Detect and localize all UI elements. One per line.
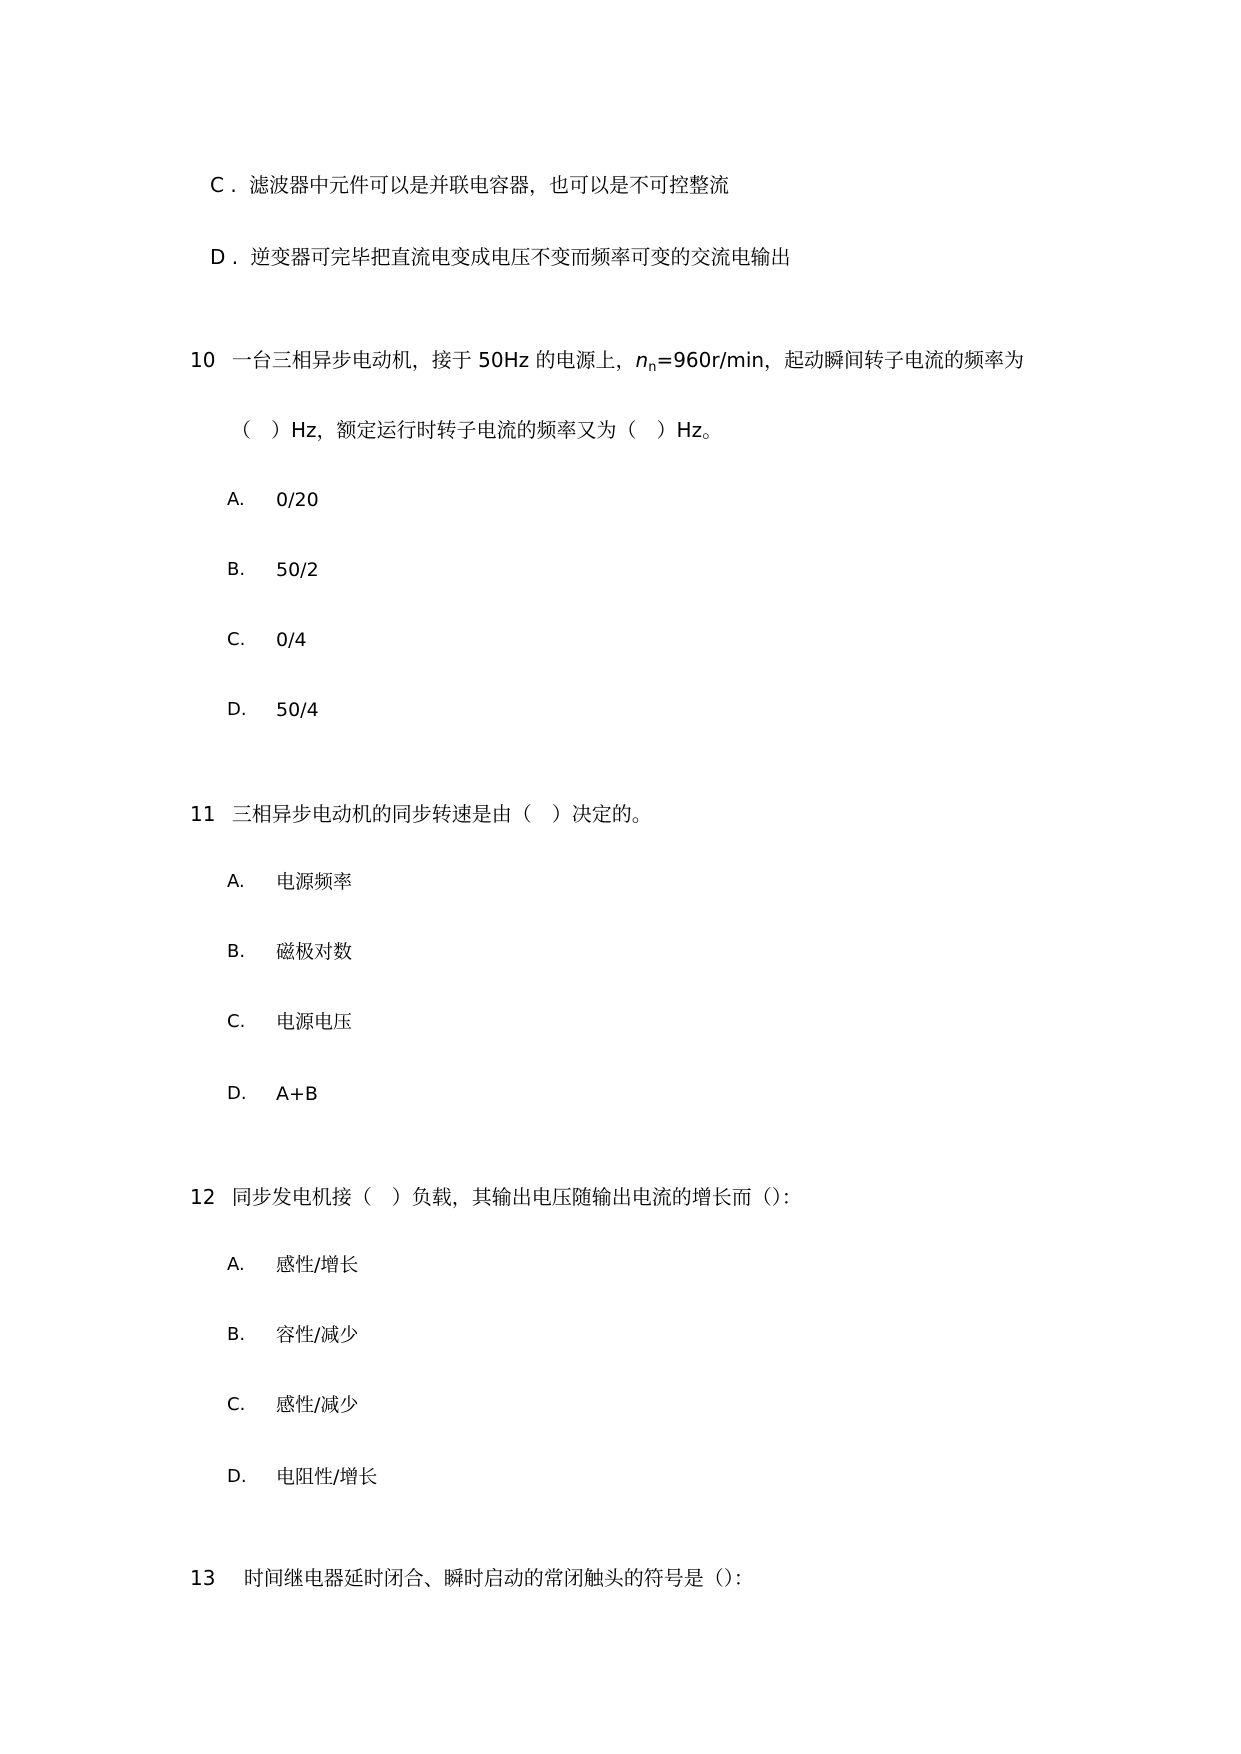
- option-label: D.: [227, 699, 247, 720]
- q9-option-c: [210, 173, 729, 197]
- option-label: D .: [210, 245, 239, 269]
- option-label: A.: [227, 871, 245, 892]
- option-label: C .: [210, 173, 237, 197]
- speed-subscript: n: [648, 360, 657, 375]
- question-number: 11: [190, 802, 216, 826]
- option-text: 0/4: [276, 629, 307, 651]
- option-text: 50/2: [276, 559, 319, 581]
- question-text: 三相异步电动机的同步转速是由（ ）决定的。: [231, 802, 652, 826]
- q11-stem: [190, 802, 652, 826]
- option-text: 电阻性/增长: [276, 1466, 378, 1488]
- q10-stem-line1: [190, 348, 1024, 380]
- option-text: 电源电压: [276, 1011, 353, 1033]
- option-text: 0/20: [276, 489, 319, 511]
- option-label: A.: [227, 489, 245, 510]
- option-text: 滤波器中元件可以是并联电容器，也可以是不可控整流: [249, 173, 730, 197]
- question-text: 一台三相异步电动机，接于 50Hz 的电源上，: [231, 348, 636, 372]
- option-label: C.: [227, 629, 246, 650]
- option-label: A.: [227, 1254, 245, 1275]
- question-number: 13: [190, 1566, 216, 1590]
- option-label: D.: [227, 1083, 247, 1104]
- q9-option-d: [210, 245, 790, 269]
- question-number: 12: [190, 1185, 216, 1209]
- question-number: 10: [190, 348, 216, 372]
- question-text: 同步发电机接（ ）负载，其输出电压随输出电流的增长而（）：: [231, 1185, 802, 1209]
- question-text: 时间继电器延时闭合、瞬时启动的常闭触头的符号是（）：: [243, 1566, 754, 1590]
- option-label: B.: [227, 1324, 246, 1345]
- question-text-cont: =960r/min，起动瞬间转子电流的频率为: [656, 348, 1025, 372]
- option-text: 感性/增长: [276, 1254, 359, 1276]
- speed-variable: n: [635, 348, 649, 372]
- option-text: 磁极对数: [276, 941, 353, 963]
- option-label: D.: [227, 1466, 247, 1487]
- option-label: C.: [227, 1011, 246, 1032]
- option-text: 感性/减少: [276, 1394, 359, 1416]
- option-text: A+B: [276, 1083, 318, 1105]
- q13-stem: [190, 1566, 754, 1590]
- option-text: 逆变器可完毕把直流电变成电压不变而频率可变的交流电输出: [250, 245, 791, 269]
- option-label: B.: [227, 559, 246, 580]
- option-label: B.: [227, 941, 246, 962]
- option-text: 电源频率: [276, 871, 353, 893]
- option-label: C.: [227, 1394, 246, 1415]
- option-text: 50/4: [276, 699, 319, 721]
- q12-stem: [190, 1185, 802, 1209]
- option-text: 容性/减少: [276, 1324, 359, 1346]
- q10-stem-line2: （ ）Hz，额定运行时转子电流的频率又为（ ）Hz。: [231, 418, 723, 442]
